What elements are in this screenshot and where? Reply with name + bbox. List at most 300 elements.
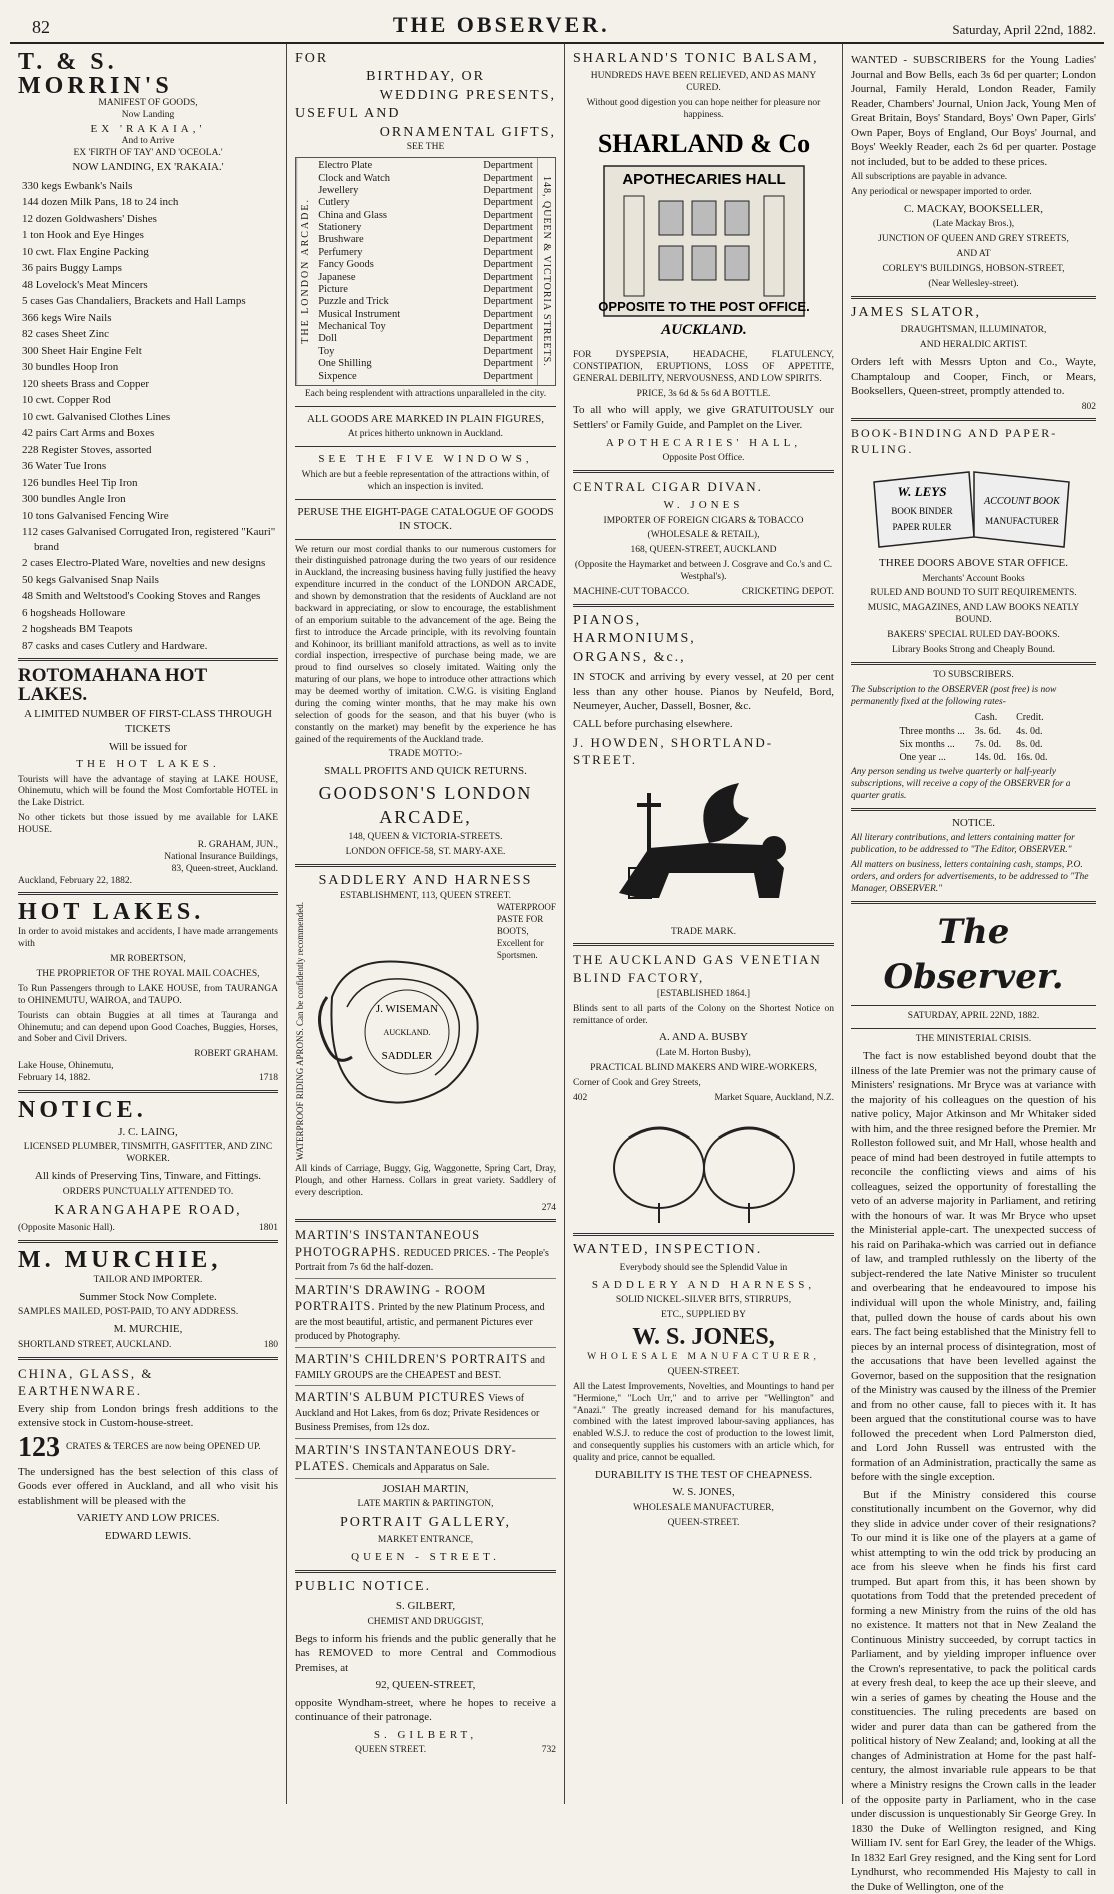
- side-label: THE LONDON ARCADE.: [296, 158, 314, 385]
- ad-line: C. MACKAY, BOOKSELLER,: [903, 202, 1044, 215]
- department-word: Department: [483, 333, 533, 345]
- account-book-illustration: [851, 462, 1096, 552]
- ad-line: At prices hitherto unknown in Auckland.: [347, 429, 504, 440]
- section-title: TO SUBSCRIBERS.: [933, 669, 1014, 680]
- ad-title: BOOK-BINDING AND PAPER-RULING.: [851, 426, 1058, 457]
- notice-body: All matters on business, letters containing cash, stamps, P.O. orders, and orders for advertisements, to be addressed to "The Manager, OBSERVER.": [851, 860, 1089, 894]
- list-item: 366 kegs Wire Nails: [22, 311, 112, 324]
- table-cell: Six months ...: [899, 738, 955, 750]
- book-text: MANUFACTURER: [984, 516, 1059, 527]
- ad-gilbert: [295, 1578, 556, 1757]
- ad-line: Opposite Post Office.: [662, 453, 745, 464]
- list-item: 120 sheets Brass and Copper: [22, 377, 150, 390]
- ad-line: ORDERS PUNCTUALLY ATTENDED TO.: [62, 1186, 234, 1197]
- book-text: PAPER RULER: [892, 522, 951, 533]
- ad-address: KARANGAHAPE ROAD,: [54, 1202, 242, 1218]
- ad-body: Orders left with Messrs Upton and Co., Wayte, Champtaloup and Cooper, Finch, or Mears, Booksellers, Queen-street, promptly attended to.: [851, 355, 1096, 398]
- book-text: BOOK BINDER: [890, 506, 953, 517]
- ad-line: SEE THE: [406, 142, 445, 153]
- ad-date: Auckland, February 22, 1882.: [18, 875, 132, 886]
- list-item: 10 cwt. Flax Engine Packing: [22, 245, 149, 258]
- ad-saddlery: [295, 872, 556, 1214]
- ad-line: ETC., SUPPLIED BY: [661, 1310, 746, 1321]
- ad-number: 1718: [259, 1073, 278, 1084]
- department-name: Electro Plate: [318, 160, 373, 172]
- editorial-heading: THE MINISTERIAL CRISIS.: [915, 1034, 1032, 1045]
- side-label: WATERPROOF RIDING APRONS. Can be confidently recommended.: [295, 902, 305, 1161]
- department-list: [295, 157, 556, 386]
- ad-line: DURABILITY IS THE TEST OF CHEAPNESS.: [594, 1468, 813, 1481]
- ad-line: Library Books Strong and Cheaply Bound.: [891, 644, 1056, 655]
- department-item: [318, 272, 533, 284]
- ad-line: Any periodical or newspaper imported to order.: [851, 187, 1032, 197]
- ad-line: Summer Stock Now Complete.: [79, 1290, 217, 1303]
- ad-line: ALL GOODS ARE MARKED IN PLAIN FIGURES,: [306, 412, 544, 425]
- sign-text: OPPOSITE TO THE POST OFFICE.: [597, 298, 810, 314]
- list-item: 10 cwt. Copper Rod: [22, 394, 111, 407]
- subscription-table: [894, 711, 1052, 764]
- department-item: [318, 185, 533, 197]
- ad-line: SOLID NICKEL-SILVER BITS, STIRRUPS,: [615, 1295, 792, 1306]
- department-word: Department: [483, 234, 533, 246]
- ad-number: 274: [541, 1202, 556, 1213]
- ad-line: CHEMIST AND DRUGGIST,: [367, 1616, 484, 1627]
- ad-line: J. C. LAING,: [118, 1125, 178, 1138]
- ad-line: PRACTICAL BLIND MAKERS AND WIRE-WORKERS,: [590, 1062, 817, 1073]
- department-item: [318, 234, 533, 246]
- ad-title: CHINA, GLASS, & EARTHENWARE.: [18, 1365, 154, 1398]
- list-item: 300 bundles Angle Iron: [22, 493, 126, 506]
- ad-address: 92, QUEEN-STREET,: [375, 1679, 476, 1692]
- department-item: [318, 210, 533, 222]
- ad-title: ROTOMAHANA HOT LAKES.: [18, 665, 207, 706]
- table-cell: 8s. 0d.: [1016, 738, 1043, 750]
- table-row: [894, 751, 1052, 764]
- ad-rotomahana: [18, 666, 278, 887]
- table-row: [894, 725, 1052, 738]
- ad-line: Everybody should see the Splendid Value in: [619, 1262, 788, 1273]
- department-name: Clock and Watch: [318, 172, 391, 184]
- ad-address: SHORTLAND STREET, AUCKLAND.: [18, 1339, 172, 1350]
- ad-signature: S. GILBERT,: [373, 1728, 478, 1741]
- ad-morrin: [18, 50, 278, 653]
- ad-line: SAMPLES MAILED, POST-PAID, TO ANY ADDRESS.: [18, 1307, 239, 1318]
- notice-body: Any person sending us twelve quarterly or half-yearly subscriptions, will receive a copy of the OBSERVER for a quarter gratis.: [851, 767, 1071, 801]
- ad-line: J. HOWDEN, SHORTLAND-STREET.: [573, 735, 774, 768]
- photo-ad: [295, 1227, 556, 1279]
- table-cell: 4s. 0d.: [1016, 725, 1043, 737]
- department-name: Picture: [318, 283, 348, 295]
- ad-line: All kinds of Preserving Tins, Tinware, and Fittings.: [34, 1170, 262, 1183]
- ad-line: W. JONES: [663, 499, 744, 512]
- ad-line: ESTABLISHMENT, 113, QUEEN STREET.: [339, 890, 512, 901]
- ad-signature: ROBERT GRAHAM.: [194, 1049, 278, 1060]
- ad-line: QUEEN-STREET.: [667, 1366, 740, 1377]
- ad-busby: [573, 951, 834, 1104]
- ad-address: JUNCTION OF QUEEN AND GREY STREETS,: [878, 234, 1069, 245]
- editorial-paragraph: But if the Ministry considered this course constitutionally incumbent on the Governor, why did they slide in advice under cover of their resignations? To our mind it is like one of the players at a game of whist attempting to win the odd trick by producing an ace from his sleeve when he finds his first card trumped. But apart from this, it has been shown by quotations from Todd that the pretended precedent of forming a new Ministry from the ruins of the old has no existence. It matters not that in New Zealand the Continuous Ministry succeeded, by corrupt tactics in Parliament, and by yielding improper influence over the Crown's representative, to pack the political cards at every fresh deal, to keep the ace up their sleeve, and win a series of games by cheating the House and the constituencies. The ruling precedents are based on wider and purer data than can be gathered from the political history of New Zealand; and, looking at all the changes of Administration at Home for the past half-century, the almost invariable rule appears to be that where a Ministry resigns the Crown calls in the leader of the opposite party in Parliament, who in the case under discussion is unquestionably Sir George Grey. In 1830 the Duke of Wellington resigned, and King William IV. sent for Earl Grey, the leader of the Whigs. In 1832 Earl Grey resigned, and the King sent for Lord Lyndhurst, who recommended His Majesty to call in the Duke of Wellington, one of the: [851, 1488, 1096, 1893]
- ad-title: M. MURCHIE,: [18, 1246, 222, 1273]
- list-item: 48 Smith and Weltstood's Cooking Stoves and Ranges: [22, 590, 261, 603]
- photo-ad-heading: MARTIN'S INSTANTANEOUS DRY-PLATES.: [295, 1442, 517, 1474]
- ad-slator: [851, 304, 1096, 414]
- ad-title: JAMES SLATOR,: [851, 304, 981, 320]
- ad-location: Lake House, Ohinemutu,: [18, 1061, 114, 1072]
- list-item: 2 cases Electro-Plated Ware, novelties and new designs: [22, 557, 266, 570]
- department-item: [318, 321, 533, 333]
- page-number: 82: [32, 17, 50, 37]
- ad-line: BIRTHDAY, OR: [366, 69, 485, 85]
- ad-line: HUNDREDS HAVE BEEN RELIEVED, AND AS MANY CURED.: [590, 71, 817, 94]
- ad-address: 83, Queen-street, Auckland.: [171, 863, 278, 874]
- ad-address: 168, QUEEN-STREET, AUCKLAND: [630, 545, 777, 556]
- department-name: Toy: [318, 345, 335, 357]
- list-item: 82 cases Sheet Zinc: [22, 328, 110, 341]
- ad-title: WANTED, INSPECTION.: [573, 1242, 763, 1258]
- ad-address: QUEEN STREET.: [355, 1745, 427, 1756]
- ad-hot-lakes: [18, 900, 278, 1085]
- ad-signature: R. GRAHAM, JUN.,: [197, 839, 278, 850]
- ad-line: A LIMITED NUMBER OF FIRST-CLASS THROUGH TICKETS: [24, 708, 272, 735]
- saddle-illustration: [307, 906, 497, 1156]
- department-word: Department: [483, 308, 533, 320]
- department-name: One Shilling: [318, 358, 372, 370]
- ad-line: [ESTABLISHED 1864.]: [656, 988, 751, 999]
- ad-title: SHARLAND'S TONIC BALSAM,: [573, 51, 819, 66]
- ad-body: No other tickets but those issued by me available for LAKE HOUSE.: [18, 813, 278, 836]
- ad-line: THREE DOORS ABOVE STAR OFFICE.: [879, 557, 1068, 570]
- list-item: 36 pairs Buggy Lamps: [22, 262, 122, 275]
- ad-body: In order to avoid mistakes and accidents, I have made arrangements with: [18, 927, 278, 950]
- subscribers-notice: [851, 670, 1096, 803]
- ad-line: WEDDING PRESENTS,: [379, 87, 556, 103]
- ad-line: And to Arrive: [121, 136, 175, 147]
- sign-text: APOTHECARIES HALL: [621, 170, 786, 188]
- department-name: Mechanical Toy: [318, 321, 386, 333]
- ad-line: PIANOS,: [573, 612, 642, 628]
- department-word: Department: [483, 296, 533, 308]
- photo-ad-text: and FAMILY GROUPS are the CHEAPEST and BEST.: [295, 1354, 545, 1381]
- ad-body: The undersigned has the best selection of this class of Goods ever offered in Auckland, and all who visit his establishment will be pleased with the: [18, 1465, 278, 1507]
- ad-title: THE AUCKLAND GAS VENETIAN BLIND FACTORY,: [573, 952, 822, 985]
- ad-title: PUBLIC NOTICE.: [295, 1578, 432, 1594]
- column-1: [10, 44, 287, 1804]
- ad-body: All the Latest Improvements, Novelties, and Mountings to hand per "Hermione," "Loch Urr," and to arrive per "Wellington" and "Anazi." The greatly increased demand for his manufactures, combined with the latest improved labour-saving appliances, has enabled W.S.J. to reduce the cost of production to the lowest limit, and consequently supplies his customers with an article which, for quality and price, cannot be equalled.: [573, 1381, 834, 1464]
- ad-body: IN STOCK and arriving by every vessel, at 20 per cent less than any other house. Pianos by Neufeld, Bord, Neumeyer, Aucher, Dassell, Bosner, &c.: [573, 671, 834, 713]
- ad-line: Will be issued for: [108, 740, 188, 753]
- ad-laing: [18, 1098, 278, 1235]
- list-item: 5 cases Gas Chandaliers, Brackets and Hall Lamps: [22, 295, 246, 308]
- department-name: China and Glass: [318, 209, 388, 221]
- editorial-masthead: The Observer.: [883, 911, 1064, 997]
- department-word: Department: [483, 271, 533, 283]
- department-word: Department: [483, 259, 533, 271]
- department-word: Department: [483, 321, 533, 333]
- ad-ws-jones: [573, 1241, 834, 1529]
- department-name: Fancy Goods: [318, 259, 374, 271]
- table-cell: Three months ...: [899, 725, 965, 737]
- saddles-illustration: [573, 1108, 834, 1228]
- ad-body: FOR DYSPEPSIA, HEADACHE, FLATULENCY, CONSTIPATION, ERUPTIONS, LOSS OF APPETITE, GENERAL DEBILITY, NERVOUSNESS, AND LOW SPIRITS.: [573, 349, 834, 384]
- list-item: 126 bundles Heel Tip Iron: [22, 476, 138, 489]
- ad-line: PRICE, 3s 6d & 5s 6d A BOTTLE.: [636, 388, 771, 399]
- department-word: Department: [483, 222, 533, 234]
- notice-body: The Subscription to the OBSERVER (post free) is now permanently fixed at the following rates-: [851, 684, 1057, 707]
- table-cell: One year ...: [899, 752, 946, 764]
- side-label: WATERPROOF PASTE FOR BOOTS, Excellent for Sportsmen.: [496, 902, 556, 960]
- ad-line: ORGANS, &c.,: [573, 649, 686, 665]
- department-item: [318, 346, 533, 358]
- list-item: 30 bundles Hoop Iron: [22, 361, 119, 374]
- list-item: 42 pairs Cart Arms and Boxes: [22, 427, 155, 440]
- list-item: 1 ton Hook and Eye Hinges: [22, 229, 144, 242]
- ad-line: QUEEN-STREET.: [667, 1517, 740, 1528]
- ad-line: PORTRAIT GALLERY,: [339, 1514, 512, 1530]
- table-cell: 3s. 6d.: [974, 725, 1002, 737]
- ad-line: MR ROBERTSON,: [110, 954, 186, 965]
- list-item: 6 hogsheads Holloware: [22, 606, 126, 619]
- department-word: Department: [483, 370, 533, 382]
- ad-address: Corner of Cook and Grey Streets,: [573, 1077, 701, 1088]
- ad-line: (Opposite Masonic Hall).: [18, 1223, 115, 1234]
- list-item: 2 hogsheads BM Teapots: [22, 623, 133, 636]
- department-item: [318, 358, 533, 370]
- ad-line: DRAUGHTSMAN, ILLUMINATOR,: [900, 325, 1047, 336]
- department-name: Sixpence: [318, 370, 357, 382]
- department-word: Department: [483, 197, 533, 209]
- stamp-text: SADDLER: [381, 1049, 433, 1062]
- department-word: Department: [483, 172, 533, 184]
- department-item: [318, 259, 533, 271]
- editorial-date: SATURDAY, APRIL 22ND, 1882.: [907, 1011, 1040, 1022]
- ad-number: 802: [1081, 401, 1096, 412]
- ad-line: S. GILBERT,: [395, 1600, 456, 1613]
- list-item: 48 Lovelock's Meat Mincers: [22, 278, 148, 291]
- ad-line: QUEEN - STREET.: [351, 1551, 500, 1564]
- department-word: Department: [483, 160, 533, 172]
- ad-line: TRADE MOTTO:-: [388, 749, 463, 760]
- ad-line: EX 'RAKAIA,': [90, 122, 206, 135]
- editorial-notice: [851, 816, 1096, 896]
- ad-line: BAKERS' SPECIAL RULED DAY-BOOKS.: [887, 630, 1060, 641]
- ad-line: NOW LANDING, EX 'RAKAIA.': [72, 161, 224, 174]
- ad-address: LONDON OFFICE-58, ST. MARY-AXE.: [345, 847, 506, 858]
- ad-title: CENTRAL CIGAR DIVAN.: [573, 478, 763, 494]
- table-row: [894, 738, 1052, 751]
- ad-body: Tourists can obtain Buggies at all times at Tauranga and Ohinemutu; and can depend upon Good Coaches, Buggies, Horses, and Sober and Civil Drivers.: [18, 1010, 278, 1045]
- ad-line: Now Landing: [121, 109, 175, 120]
- department-item: [318, 197, 533, 209]
- column-header: Credit.: [1016, 712, 1044, 724]
- ad-line: THE HOT LAKES.: [76, 758, 220, 771]
- ad-china: [18, 1365, 278, 1544]
- ad-address: National Insurance Buildings,: [164, 851, 278, 862]
- department-name: Stationery: [318, 222, 362, 234]
- department-item: [318, 296, 533, 308]
- department-item: [318, 160, 533, 172]
- column-header: Cash.: [974, 712, 998, 724]
- ad-title: SADDLERY AND HARNESS: [318, 873, 533, 889]
- photo-ad-text: Printed by the new Platinum Process, and are the most beautiful, artistic, and permanent Pictures ever produced by Photography.: [295, 1302, 545, 1343]
- ad-body: We return our most cordial thanks to our numerous customers for their distinguished patronage during the two years of our residence in Auckland, the increasing business having fully justified the heavy expenditure incurred in the conduct of the LONDON ARCADE, and shown by demonstration that the residents of Auckland are not backward in appreciating, or slow to encourage, the establishment of an emporium suitable to the advancement of the age. Being the first to introduce the Arcade principle, with its revolving fountain and Kohinoor, its brilliant manifold attractions, as well as to invite cordial inspection, irrespective of purchase being made, we are proud to find ourselves so closely imitated. Waiting only the maturing of our plans, we hope to introduce other attractions which may be deemed worthy of imitation. C.W.G. is visiting England during the coming winter months, that he may make his own selection of goods for the season, and that his buyer (who is constantly on the market) may benefit by the experience he has gained of the requirements of the Auckland trade.: [295, 544, 556, 745]
- department-item: [318, 333, 533, 345]
- ad-line: M. MURCHIE,: [113, 1323, 183, 1336]
- ad-signature: EDWARD LEWIS.: [104, 1529, 192, 1542]
- column-3: [565, 44, 843, 1804]
- ad-cigar-divan: [573, 478, 834, 599]
- ad-line: SEE THE FIVE WINDOWS,: [318, 453, 533, 466]
- ad-line: ORNAMENTAL GIFTS,: [379, 124, 556, 140]
- ad-line: AND AT: [956, 249, 991, 260]
- department-name: Perfumery: [318, 246, 363, 258]
- ad-line: VARIETY AND LOW PRICES.: [76, 1512, 220, 1525]
- side-label: 148, QUEEN & VICTORIA STREETS.: [537, 158, 555, 385]
- ad-line: WHOLESALE MANUFACTURER,: [633, 1502, 774, 1513]
- column-2: [287, 44, 565, 1804]
- ad-body: Every ship from London brings fresh additions to the extensive stock in Custom-house-street.: [18, 1402, 278, 1430]
- ad-date: February 14, 1882.: [18, 1073, 91, 1084]
- ad-number: 1801: [259, 1223, 278, 1234]
- ad-title: T. & S. MORRIN'S: [18, 49, 173, 99]
- ad-body: opposite Wyndham-street, where he hopes to receive a continuance of their patronage.: [295, 1696, 556, 1724]
- ad-line: USEFUL AND: [295, 106, 401, 122]
- table-cell: 14s. 0d.: [974, 752, 1007, 764]
- ad-london-arcade: [295, 50, 556, 859]
- list-item: 112 cases Galvanised Corrugated Iron, registered "Kauri" brand: [22, 526, 276, 553]
- list-item: 10 tons Galvanised Fencing Wire: [22, 509, 169, 522]
- department-name: Puzzle and Trick: [318, 296, 389, 308]
- ad-mackay: [851, 53, 1096, 291]
- ad-line: AND HERALDIC ARTIST.: [919, 340, 1028, 351]
- photo-ad: [295, 1442, 556, 1479]
- department-word: Department: [483, 246, 533, 258]
- ad-line: W. S. JONES,: [632, 1324, 775, 1351]
- department-word: Department: [483, 358, 533, 370]
- department-name: Jewellery: [318, 184, 359, 196]
- department-name: Brushware: [318, 234, 364, 246]
- ad-line: RULED AND BOUND TO SUIT REQUIREMENTS.: [870, 588, 1077, 599]
- ad-signature: W. S. JONES,: [672, 1486, 735, 1499]
- ad-line: WHOLESALE MANUFACTURER,: [587, 1352, 820, 1363]
- ad-number: 732: [541, 1745, 556, 1756]
- ad-line: A. AND A. BUSBY: [659, 1031, 748, 1044]
- department-name: Doll: [318, 333, 337, 345]
- ad-line: LATE MARTIN & PARTINGTON,: [357, 1499, 494, 1510]
- table-cell: 16s. 0d.: [1016, 752, 1048, 764]
- ad-body: Blinds sent to all parts of the Colony on the Shortest Notice on remittance of order.: [573, 1003, 834, 1026]
- photo-ad: [295, 1351, 556, 1386]
- ad-title: HOT LAKES.: [18, 899, 205, 926]
- ad-line: TAILOR AND IMPORTER.: [93, 1274, 203, 1285]
- ad-line: CALL before purchasing elsewhere.: [573, 717, 733, 730]
- ad-line: LICENSED PLUMBER, TINSMITH, GASFITTER, AND ZINC WORKER.: [23, 1142, 273, 1165]
- photo-ad: [295, 1282, 556, 1348]
- ad-line: MUSIC, MAGAZINES, AND LAW BOOKS NEATLY BOUND.: [867, 603, 1080, 626]
- ad-body: To Run Passengers through to LAKE HOUSE, from TAURANGA to OHINEMUTU, WAIROA, and TAUPO.: [18, 983, 278, 1006]
- list-item: 87 casks and cases Cutlery and Hardware.: [22, 639, 208, 652]
- masthead: [10, 8, 1104, 44]
- paper-name: THE OBSERVER.: [392, 12, 610, 37]
- ad-body: All kinds of Carriage, Buggy, Gig, Waggonette, Spring Cart, Dray, Plough, and other Harness. Collars in great variety. Saddlery of every description.: [295, 1163, 556, 1198]
- sign-text: SHARLAND & Co: [597, 128, 810, 158]
- ad-line: Without good digestion you can hope neither for pleasure nor happiness.: [586, 98, 821, 121]
- section-title: NOTICE.: [951, 816, 996, 829]
- department-item: [318, 222, 533, 234]
- ad-address: CORLEY'S BUILDINGS, HOBSON-STREET,: [882, 264, 1065, 275]
- ad-line: (WHOLESALE & RETAIL),: [647, 530, 760, 541]
- ad-line: IMPORTER OF FOREIGN CIGARS & TOBACCO: [603, 515, 804, 526]
- sign-text: AUCKLAND.: [660, 321, 747, 338]
- ad-sharland: [573, 50, 834, 465]
- ad-line: CRICKETING DEPOT.: [741, 586, 834, 597]
- apothecaries-hall-illustration: [573, 126, 834, 346]
- ad-martin: [295, 1227, 556, 1478]
- ad-line: APOTHECARIES' HALL,: [605, 436, 802, 449]
- list-item: 228 Register Stoves, assorted: [22, 443, 152, 456]
- list-item: 330 kegs Ewbank's Nails: [22, 179, 133, 192]
- department-word: Department: [483, 345, 533, 357]
- photo-ad-text: REDUCED PRICES. - The People's Portrait from 7s 6d the half-dozen.: [295, 1247, 549, 1274]
- ad-line: MARKET ENTRANCE,: [377, 1535, 474, 1546]
- ad-line: SADDLERY AND HARNESS,: [591, 1278, 816, 1291]
- list-item: 36 Water Tue Irons: [22, 460, 107, 473]
- department-name: Cutlery: [318, 197, 350, 209]
- department-item: [318, 284, 533, 296]
- ad-subtitle: MANIFEST OF GOODS,: [98, 98, 198, 108]
- ad-body: To all who will apply, we give GRATUITOUSLY our Settlers' or Family Guide, and Pamplet on the Liver.: [573, 404, 834, 431]
- ad-howden: [573, 612, 834, 769]
- ad-body: WANTED - SUBSCRIBERS for the Young Ladies' Journal and Bow Bells, each 3s 6d per quarter; London Journal, Family Herald, London Reader, Family Reader, Chambers' Journal, Union Jack, Young Men of Great Britain, Boys' Standard, Boys' Own Paper, Girls' Own Paper, Boys of England, Our Boys' Journal, and Boys' Weekly Reader, each 2s 6d per quarter. Postage not included, but to be added to these prices.: [851, 54, 1096, 168]
- list-item: 10 cwt. Galvanised Clothes Lines: [22, 410, 171, 423]
- list-item: 144 dozen Milk Pans, 18 to 24 inch: [22, 196, 179, 209]
- manifest-list: [18, 179, 278, 654]
- list-item: 12 dozen Goldwashers' Dishes: [22, 212, 157, 225]
- book-text: W. LEYS: [897, 484, 946, 500]
- issue-date: Saturday, April 22nd, 1882.: [952, 22, 1096, 37]
- stamp-text: J. WISEMAN: [375, 1002, 438, 1015]
- ad-address: Market Square, Auckland, N.Z.: [714, 1092, 834, 1103]
- ad-bookbinding: [851, 426, 1096, 656]
- stamp-text: AUCKLAND.: [383, 1027, 431, 1037]
- crate-count: 123: [18, 1431, 60, 1463]
- ad-line: THE PROPRIETOR OF THE ROYAL MAIL COACHES,: [36, 969, 260, 980]
- ad-line: All subscriptions are payable in advance.: [851, 172, 1008, 183]
- ad-line: Merchants' Account Books: [922, 573, 1025, 584]
- ad-line: CRATES & TERCES are now being OPENED UP.: [66, 1441, 261, 1452]
- ad-line: JOSIAH MARTIN,: [382, 1482, 469, 1495]
- department-word: Department: [483, 209, 533, 221]
- department-item: [318, 309, 533, 321]
- notice-body: All literary contributions, and letters containing matter for publication, to be addressed to "The Editor, OBSERVER.": [851, 833, 1075, 856]
- ad-line: Which are but a feeble representation of the attractions within, of which an inspection is invited.: [301, 469, 550, 492]
- ad-title: NOTICE.: [18, 1096, 147, 1123]
- ad-address: 148, QUEEN & VICTORIA-STREETS.: [348, 832, 503, 843]
- ad-number: 402: [573, 1092, 588, 1103]
- ad-line: SMALL PROFITS AND QUICK RETURNS.: [324, 765, 527, 778]
- ad-line: PERUSE THE EIGHT-PAGE CATALOGUE OF GOODS IN STOCK.: [297, 505, 554, 533]
- photo-ad-text: Chemicals and Apparatus on Sale.: [352, 1462, 490, 1474]
- editorial-paragraph: The fact is now established beyond doubt that the illness of the late Premier was not the primary cause of Ministers' resignations. Mr Bryce was at variance with the majority of his colleagues on the question of his native policy, Major Atkinson and Mr Whitaker sided with him, and the three resigned before the Premier. Mr Rolleston followed suit, and Mr Hall, whose health and peace of mind had been destroyed in futile attempts to reconcile the conflicting views and aims of his colleagues, seized the opportunity of forestalling the veto of an adverse majority in Parliament, and retiring with the honours of war. It was Mr Bryce who upset the Ministerial apple-cart. The unexpected success of his raid on Parihaka-which was carried out in defiance of law, and trampled ruthlessly on the liberty of the subject-rendered the late Native Minister so truculent and overbearing that he endeavoured to impose his individual will upon the whole Ministry, and, failing that, pulled down the house of cards about his own ears. The fact being established that the Ministry fell to pieces by an internal process of disintegration, most of the accusations that have been levelled against the Governor, based on the supposition that the resignation of the Ministry was caused by the illness of the Premier and from no other cause, fall to pieces with it. It has been argued that the constitutional course was to have followed the precedent when Lord Palmerston died, and Lord John Russell was entrusted with the formation of an Administration, practically the same as before with the single exception.: [851, 1050, 1097, 1484]
- table-cell: 7s. 0d.: [974, 738, 1002, 750]
- department-word: Department: [483, 283, 533, 295]
- column-4: [843, 44, 1104, 1893]
- ad-line: (Late Mackay Bros.),: [932, 219, 1015, 230]
- department-item: [318, 371, 533, 383]
- ad-body: Tourists will have the advantage of staying at LAKE HOUSE, Ohinemutu, which will be found the Most Comfortable HOTEL in the Lake District.: [18, 774, 278, 809]
- ad-line: FOR: [295, 51, 329, 66]
- winged-lion-trade-mark: [573, 773, 834, 923]
- ad-line: EX 'FIRTH OF TAY' AND 'OCEOLA.': [73, 148, 223, 159]
